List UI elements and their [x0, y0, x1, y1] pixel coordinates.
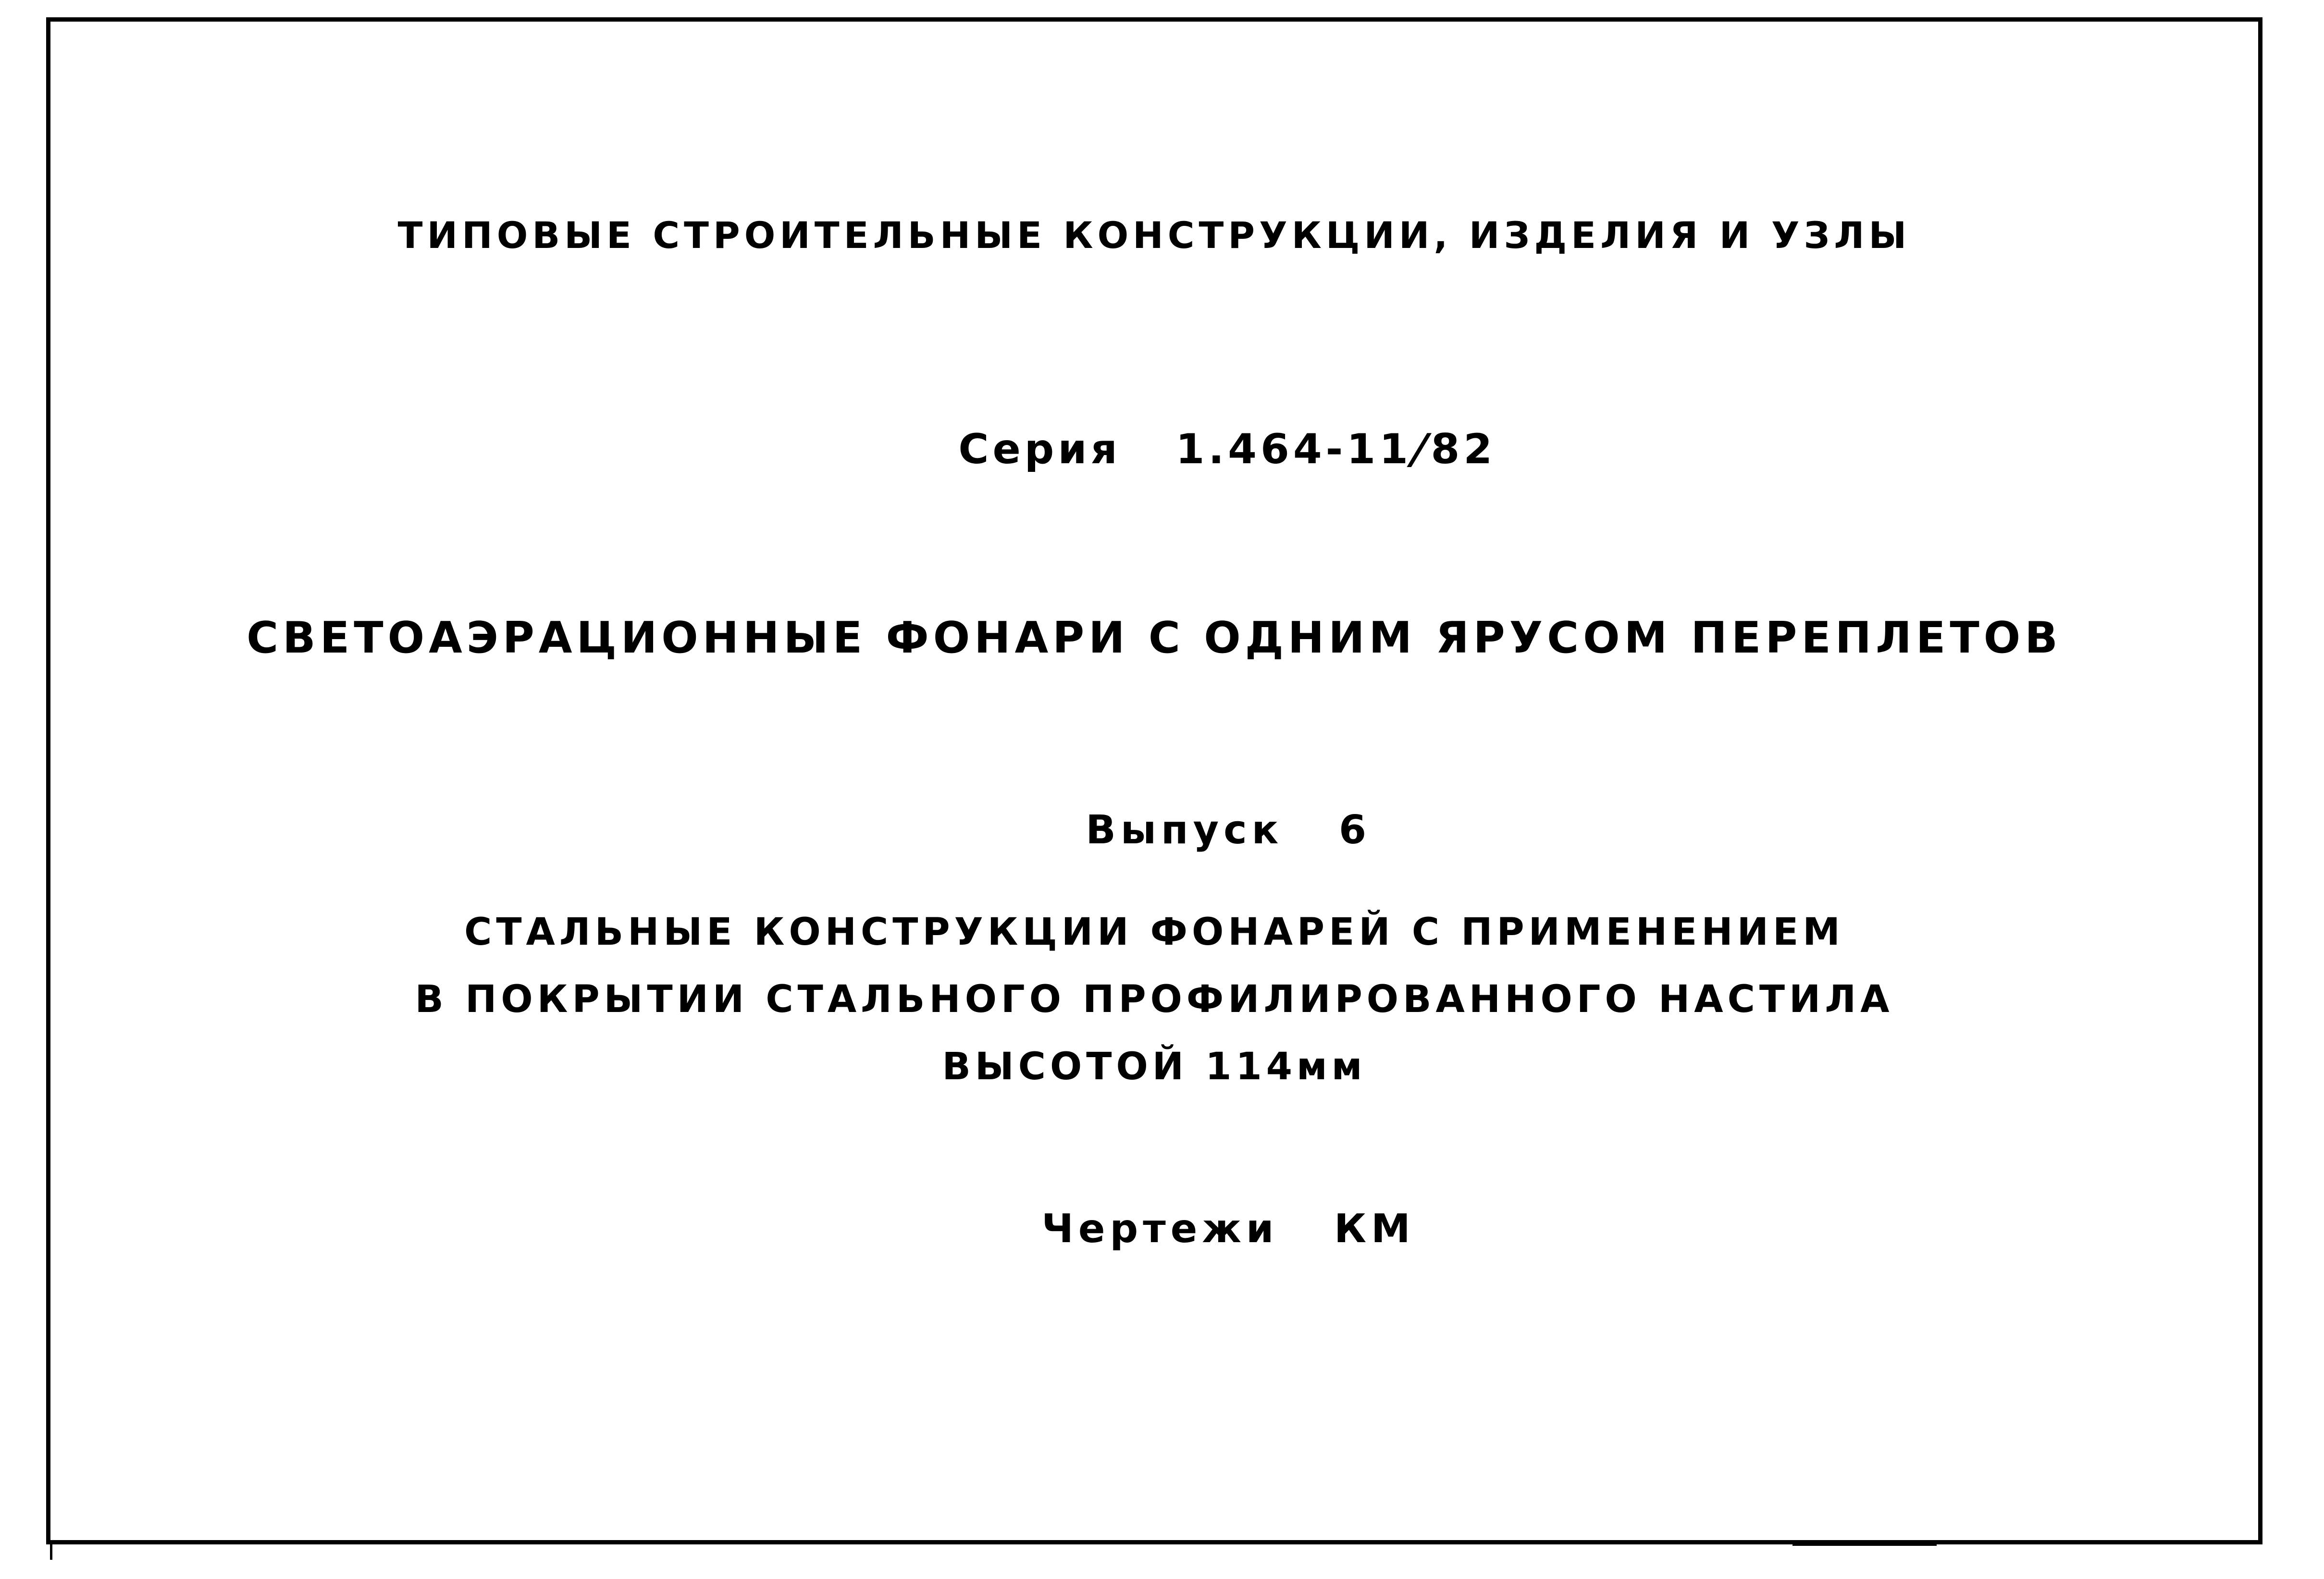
drawings-line: [50, 1160, 2258, 1297]
series-inner: [958, 425, 1496, 473]
description-line-2: В ПОКРЫТИИ СТАЛЬНОГО ПРОФИЛИРОВАННОГО НАСТИЛА: [415, 978, 1894, 1021]
document-title: СВЕТОАЭРАЦИОННЫЕ ФОНАРИ С ОДНИМ ЯРУСОМ ПЕРЕПЛЕТОВ: [247, 613, 2062, 663]
title-block-frame: [46, 17, 2262, 1544]
drawings-label: Чертежи: [1041, 1206, 1279, 1252]
series-year: 82: [1431, 425, 1496, 473]
title-block-content: [50, 22, 2258, 1540]
series-line: [50, 377, 2258, 521]
drawings-code: КМ: [1334, 1206, 1415, 1252]
description-line-1: СТАЛЬНЫЕ КОНСТРУКЦИИ ФОНАРЕЙ С ПРИМЕНЕНИЕМ: [464, 911, 1844, 954]
description-line-3: ВЫСОТОЙ 114мм: [942, 1045, 1367, 1088]
issue-label: Выпуск: [1086, 807, 1284, 853]
sheet-edge-tick-right: [1792, 1543, 1937, 1546]
series-separator: /: [1405, 425, 1438, 473]
issue-line: [50, 762, 2258, 899]
sheet-edge-tick-left: [50, 1541, 52, 1560]
issue-number: 6: [1339, 807, 1372, 853]
series-number: 1.464-11: [1175, 425, 1412, 473]
series-label: Серия: [958, 425, 1121, 473]
document-heading: ТИПОВЫЕ СТРОИТЕЛЬНЫЕ КОНСТРУКЦИИ, ИЗДЕЛИЯ И УЗЛЫ: [397, 214, 1911, 257]
